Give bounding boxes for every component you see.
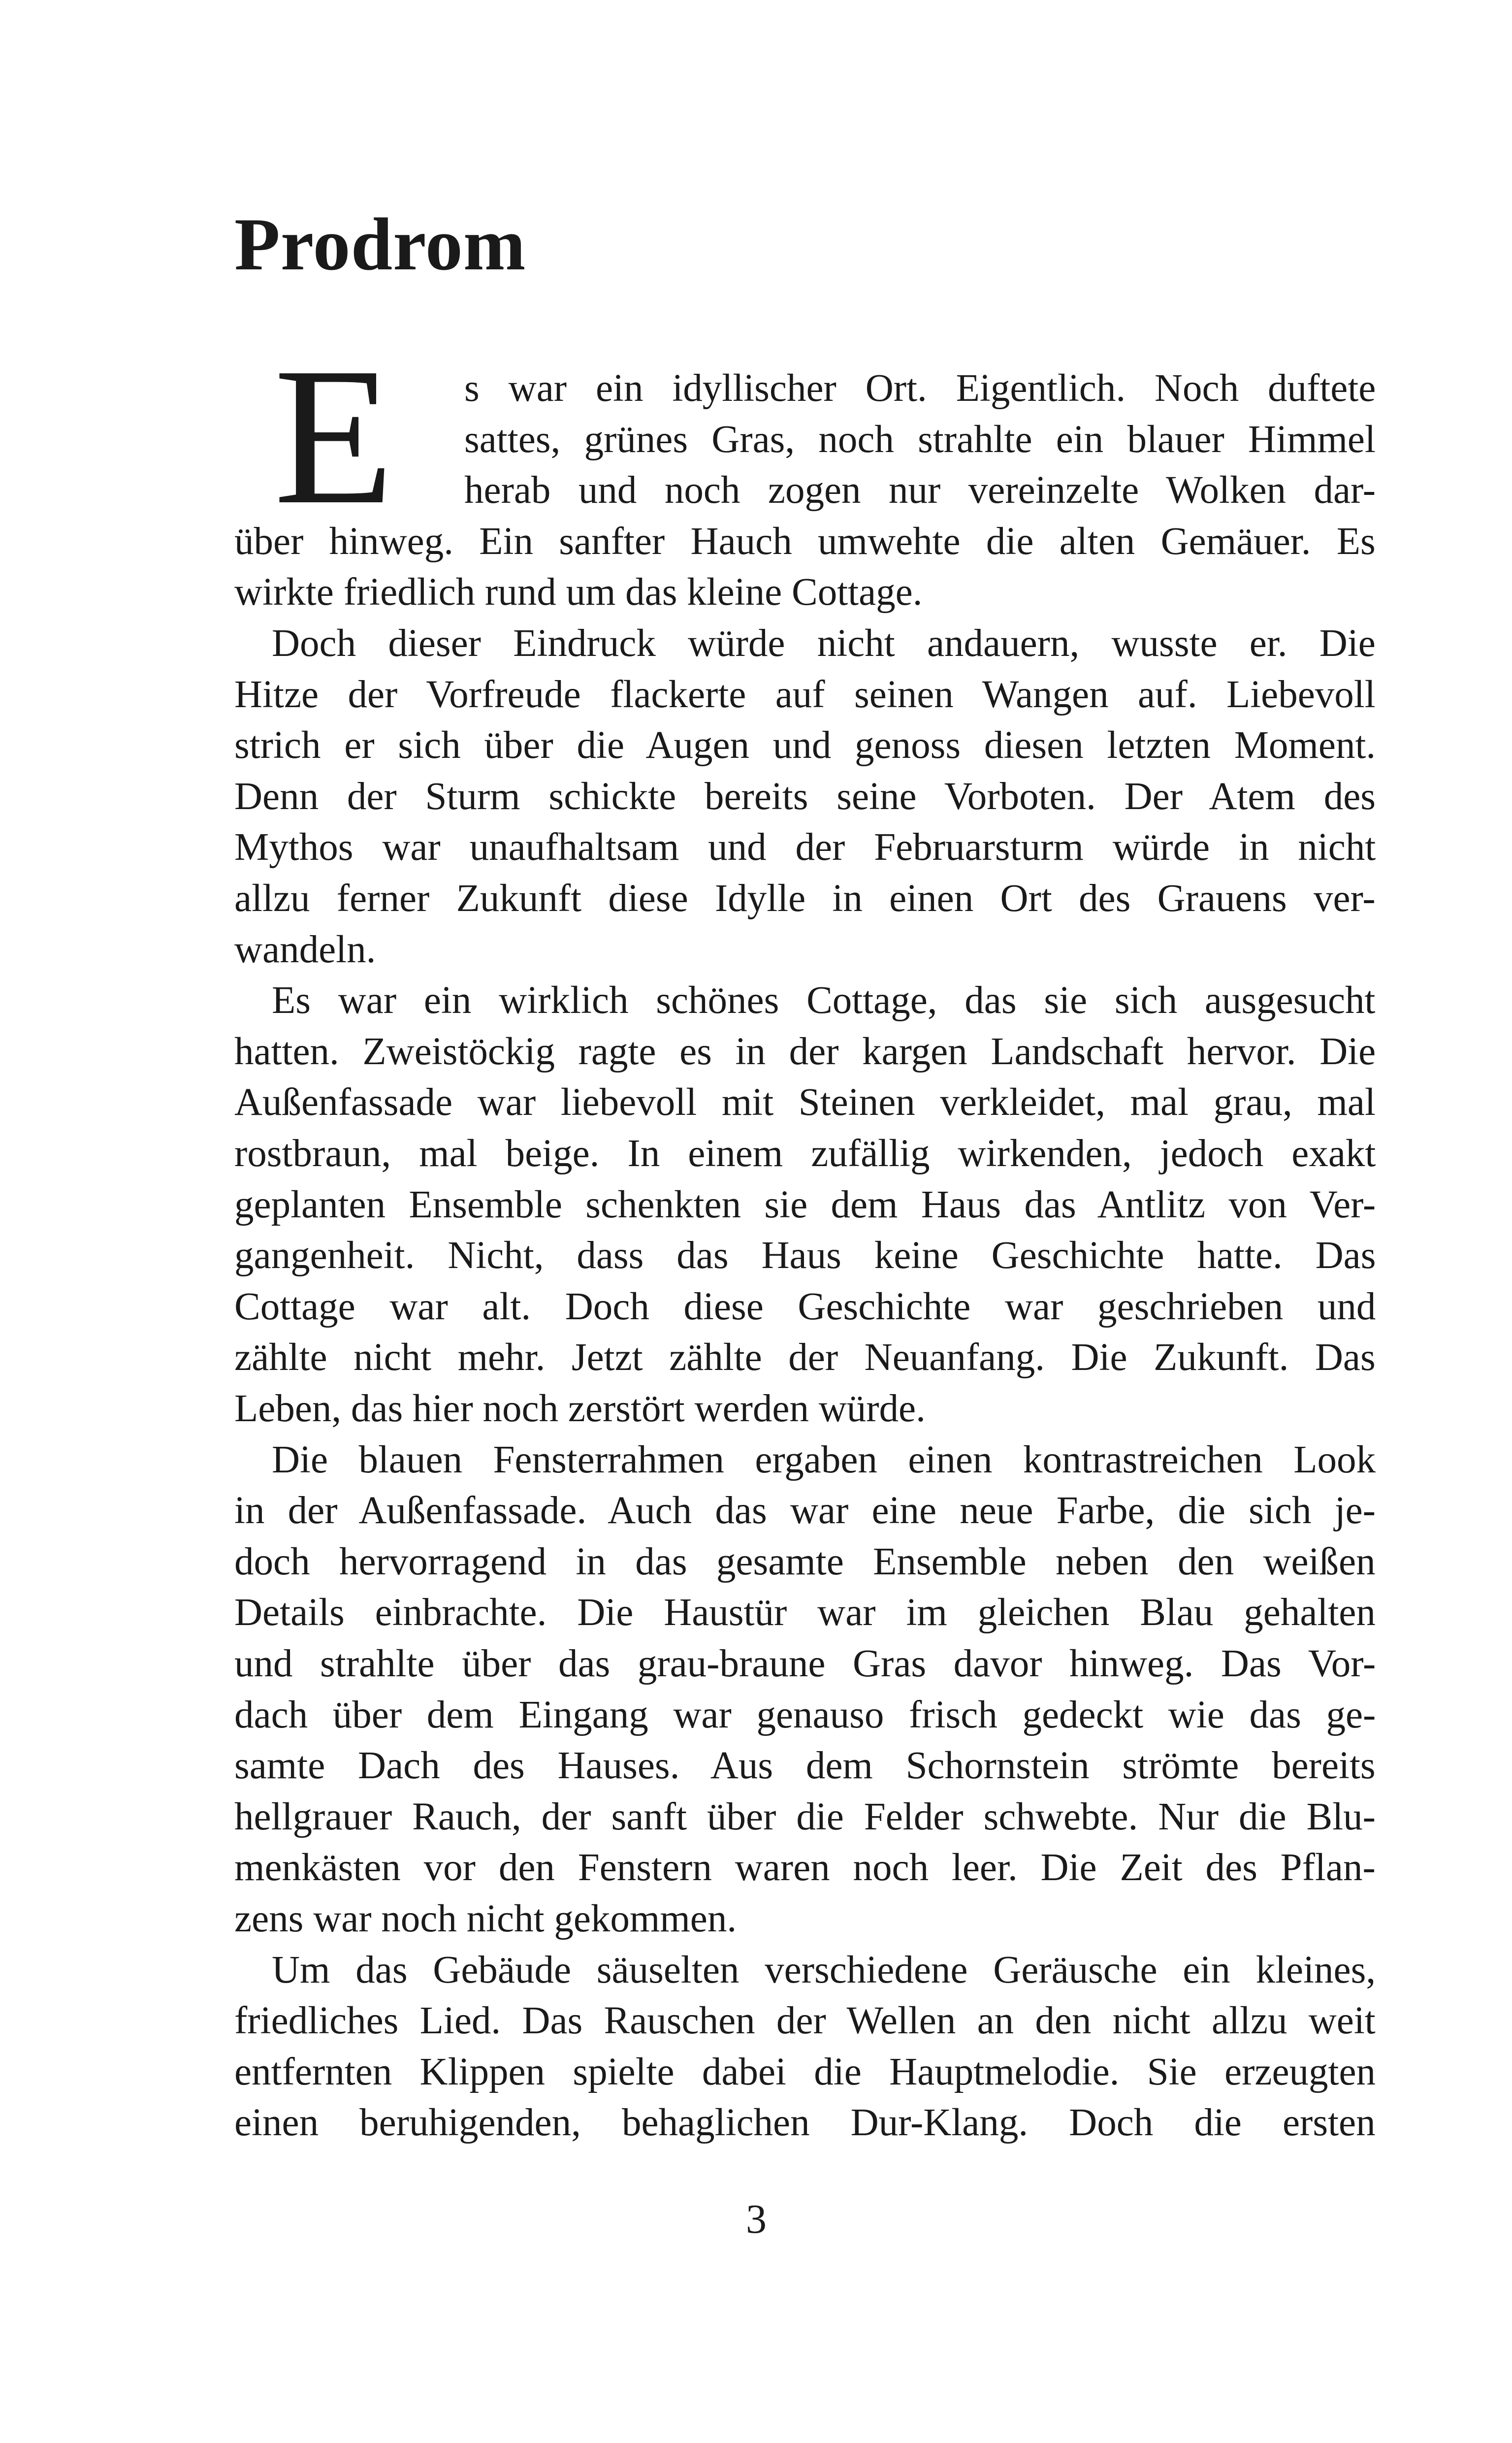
text-line: Hitze der Vorfreude flackerte auf seinen Wangen auf. Liebevoll [234,673,1376,716]
text-line: Mythos war unaufhaltsam und der Februarsturm würde in nicht [234,826,1376,869]
text-line: in der Außenfassade. Auch das war eine neue Farbe, die sich je- [234,1489,1376,1532]
text-line: sattes, grünes Gras, noch strahlte ein blauer Himmel [464,418,1376,461]
text-line: einen beruhigenden, behaglichen Dur-Klang. Doch die ersten [234,2101,1376,2145]
text-line: hatten. Zweistöckig ragte es in der kargen Landschaft hervor. Die [234,1030,1376,1073]
text-line: Es war ein wirklich schönes Cottage, das sie sich ausgesucht [272,979,1376,1022]
text-line: Um das Gebäude säuselten verschiedene Geräusche ein kleines, [272,1948,1376,1991]
text-line: wirkte friedlich rund um das kleine Cottage. [234,571,923,614]
text-line: Die blauen Fensterrahmen ergaben einen kontrastreichen Look [272,1438,1376,1481]
text-line: rostbraun, mal beige. In einem zufällig wirkenden, jedoch exakt [234,1132,1376,1175]
text-line: Denn der Sturm schickte bereits seine Vorboten. Der Atem des [234,775,1376,818]
text-line: strich er sich über die Augen und genoss diesen letzten Moment. [234,724,1376,767]
text-line: Leben, das hier noch zerstört werden würde. [234,1387,926,1430]
chapter-title: Prodrom [234,203,526,286]
text-line: dach über dem Eingang war genauso frisch gedeckt wie das ge- [234,1693,1376,1736]
text-line: Cottage war alt. Doch diese Geschichte war geschrieben und [234,1285,1376,1328]
text-line: zählte nicht mehr. Jetzt zählte der Neuanfang. Die Zukunft. Das [234,1336,1376,1379]
drop-cap: E [274,327,394,545]
text-line: zens war noch nicht gekommen. [234,1897,737,1940]
text-line: friedliches Lied. Das Rauschen der Wellen an den nicht allzu weit [234,1999,1376,2043]
text-line: gangenheit. Nicht, dass das Haus keine Geschichte hatte. Das [234,1234,1376,1277]
text-line: doch hervorragend in das gesamte Ensemble neben den weißen [234,1540,1376,1583]
text-line: s war ein idyllischer Ort. Eigentlich. Noch duftete [464,367,1376,410]
text-line: herab und noch zogen nur vereinzelte Wolken dar- [464,469,1376,512]
text-line: samte Dach des Hauses. Aus dem Schornstein strömte bereits [234,1744,1376,1788]
text-line: über hinweg. Ein sanfter Hauch umwehte die alten Gemäuer. Es [234,520,1376,563]
text-line: Details einbrachte. Die Haustür war im gleichen Blau gehalten [234,1591,1376,1634]
book-page: Prodrom E s war ein idyllischer Ort. Eigentlich. Noch duftete sattes, grünes Gras, noch strahlte ein blauer Himmel herab und noch zogen nur vereinzelte Wolken dar- über hinweg. Ein sanfter Hauch umwehte die alten Gemäuer. Es wirkte friedlich rund um das kleine Cottage. Doch dieser Eindruck würde nicht andauern, wusste er. Die Hitze der Vorfreude flackerte auf seinen Wangen auf. Liebevoll strich er sich über die Augen und genoss diesen letzten Moment. Denn der Sturm schickte bereits seine Vorboten. Der Atem des Mythos war unaufhaltsam und der Februarsturm würde in nicht allzu ferner Zukunft diese Idylle in einen Ort des Grauens ver- wandeln. Es war ein wirklich schönes Cottage, das sie sich ausgesucht hatten. Zweistöckig ragte es in der kargen Landschaft hervor. Die Außenfassade war liebevoll mit Steinen verkleidet, mal grau, mal rostbraun, mal beige. In einem zufällig wirkenden, jedoch exakt geplanten Ensemble schenkten sie dem Haus das Antlitz von Ver- gangenheit. Nicht, dass das Haus keine Geschichte hatte. Das Cottage war alt. Doch diese Geschichte war geschrieben und zählte nicht mehr. Jetzt zählte der Neuanfang. Die Zukunft. Das Leben, das hier noch zerstört werden würde. Die blauen Fensterrahmen ergaben einen kontrastreichen Look in der Außenfassade. Auch das war eine neue Farbe, die sich je- doch hervorragend in das gesamte Ensemble neben den weißen Details einbrachte. Die Haustür war im gleichen Blau gehalten und strahlte über das grau-braune Gras davor hinweg. Das Vor- dach über dem Eingang war genauso frisch gedeckt wie das ge- samte Dach des Hauses. Aus dem Schornstein strömte bereits hellgrauer Rauch, der sanft über die Felder schwebte. Nur die Blu- menkästen vor den Fenstern waren noch leer. Die Zeit des Pflan- zens war noch nicht gekommen. Um das Gebäude säuselten verschiedene Geräusche ein kleines, friedliches Lied. Das Rauschen der Wellen an den nicht allzu weit entfernten Klippen spielte dabei die Hauptmelodie. Sie erzeugten einen beruhigenden, behaglichen Dur-Klang. Doch die ersten 3 [234,203,1376,2242]
text-line: geplanten Ensemble schenkten sie dem Haus das Antlitz von Ver- [234,1183,1376,1226]
text-line: wandeln. [234,928,376,971]
text-line: Außenfassade war liebevoll mit Steinen verkleidet, mal grau, mal [234,1081,1376,1124]
text-line: entfernten Klippen spielte dabei die Hauptmelodie. Sie erzeugten [234,2050,1376,2093]
text-line: menkästen vor den Fenstern waren noch leer. Die Zeit des Pflan- [234,1846,1376,1889]
text-line: allzu ferner Zukunft diese Idylle in einen Ort des Grauens ver- [234,877,1376,920]
text-line: Doch dieser Eindruck würde nicht andauern, wusste er. Die [272,622,1376,665]
text-line: hellgrauer Rauch, der sanft über die Felder schwebte. Nur die Blu- [234,1795,1376,1838]
text-line: und strahlte über das grau-braune Gras davor hinweg. Das Vor- [234,1642,1376,1685]
